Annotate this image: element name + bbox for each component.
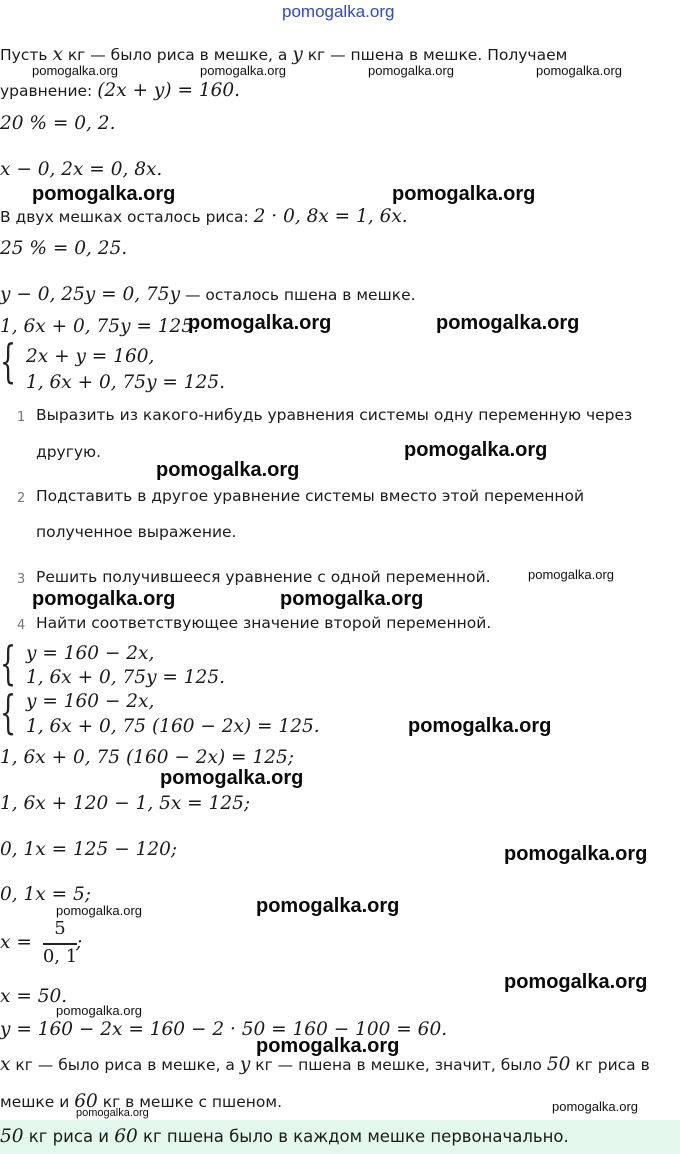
watermark: pomogalka.org xyxy=(32,588,176,610)
fraction-denominator: 0, 1 xyxy=(42,946,78,967)
watermark: pomogalka.org xyxy=(436,312,580,334)
system-2-eq-1: y = 160 − 2x, xyxy=(26,643,155,664)
fraction-numerator: 5 xyxy=(54,918,66,939)
list-item-1-line-2: другую. xyxy=(36,443,102,461)
list-item-2-line-1: Подставить в другое уравнение системы вместо этой переменной xyxy=(36,487,585,505)
watermark: pomogalka.org xyxy=(504,971,648,993)
equation-percent-20: 20 % = 0, 2. xyxy=(0,113,116,134)
system-1-brace: { xyxy=(0,334,17,388)
solve-step-5-end: ; xyxy=(76,932,83,953)
watermark: pomogalka.org xyxy=(188,312,332,334)
conclusion-line-1: x кг — было риса в мешке, а y кг — пшена в мешке, значит, было 50 кг риса в xyxy=(0,1054,650,1075)
watermark: pomogalka.org xyxy=(280,588,424,610)
intro-line-1: Пусть x кг — было риса в мешке, а y кг — пшена в мешке. Получаем xyxy=(0,44,568,65)
list-item-4-line-1: Найти соответствующее значение второй переменной. xyxy=(36,614,492,632)
system-3-eq-2: 1, 6x + 0, 75 (160 − 2x) = 125. xyxy=(26,716,320,737)
watermark: pomogalka.org xyxy=(76,1107,149,1119)
watermark: pomogalka.org xyxy=(56,1003,142,1018)
header-watermark[interactable]: pomogalka.org xyxy=(282,2,395,21)
solve-step-7: y = 160 − 2x = 160 − 2 · 50 = 160 − 100 = 60. xyxy=(0,1019,448,1040)
watermark: pomogalka.org xyxy=(256,895,400,917)
watermark: pomogalka.org xyxy=(392,183,536,205)
list-number-3: 3 xyxy=(17,572,26,587)
watermark: pomogalka.org xyxy=(536,63,622,78)
list-number-2: 2 xyxy=(17,491,26,506)
system-2-brace: { xyxy=(0,636,17,690)
watermark: pomogalka.org xyxy=(404,439,548,461)
list-item-2-line-2: полученное выражение. xyxy=(36,523,237,541)
watermark: pomogalka.org xyxy=(408,715,552,737)
list-item-3-line-1: Решить получившееся уравнение с одной переменной. xyxy=(36,568,491,586)
solve-step-1: 1, 6x + 0, 75 (160 − 2x) = 125; xyxy=(0,747,294,768)
watermark: pomogalka.org xyxy=(156,459,300,481)
system-3-eq-1: y = 160 − 2x, xyxy=(26,691,155,712)
watermark: pomogalka.org xyxy=(200,63,286,78)
watermark: pomogalka.org xyxy=(32,63,118,78)
equation-rice-left: x − 0, 2x = 0, 8x. xyxy=(0,159,163,180)
solve-step-4: 0, 1x = 5; xyxy=(0,884,92,905)
watermark: pomogalka.org xyxy=(160,767,304,789)
system-3-brace: { xyxy=(0,685,17,739)
watermark: pomogalka.org xyxy=(32,183,176,205)
list-number-4: 4 xyxy=(17,618,26,633)
list-number-1: 1 xyxy=(17,410,26,425)
system-1-eq-2: 1, 6x + 0, 75y = 125. xyxy=(26,372,225,393)
intro-line-2: уравнение: (2x + y) = 160. xyxy=(0,80,241,101)
two-bags-line: В двух мешках осталось риса: 2 · 0, 8x = 1, 6x. xyxy=(0,206,408,227)
system-2-eq-2: 1, 6x + 0, 75y = 125. xyxy=(26,667,225,688)
millet-line: y − 0, 25y = 0, 75y — осталось пшена в мешке. xyxy=(0,284,416,305)
conclusion-line-2: мешке и 60 кг в мешке с пшеном. xyxy=(0,1091,282,1112)
watermark: pomogalka.org xyxy=(504,843,648,865)
system-1-eq-1: 2x + y = 160, xyxy=(26,346,155,367)
solve-step-5-lhs: x = xyxy=(0,932,32,953)
equation-sum: 1, 6x + 0, 75y = 125. xyxy=(0,316,199,337)
solve-step-3: 0, 1x = 125 − 120; xyxy=(0,839,178,860)
watermark: pomogalka.org xyxy=(552,1099,638,1114)
watermark: pomogalka.org xyxy=(56,903,142,918)
watermark: pomogalka.org xyxy=(368,63,454,78)
equation-percent-25: 25 % = 0, 25. xyxy=(0,238,128,259)
watermark: pomogalka.org xyxy=(528,567,614,582)
solve-step-2: 1, 6x + 120 − 1, 5x = 125; xyxy=(0,793,251,814)
list-item-1-line-1: Выразить из какого-нибудь уравнения системы одну переменную через xyxy=(36,406,633,424)
answer-text: 50 кг риса и 60 кг пшена было в каждом мешке первоначально. xyxy=(0,1126,569,1147)
solve-step-6: x = 50. xyxy=(0,986,68,1007)
fraction-bar xyxy=(43,943,77,945)
watermark: pomogalka.org xyxy=(256,1035,400,1057)
